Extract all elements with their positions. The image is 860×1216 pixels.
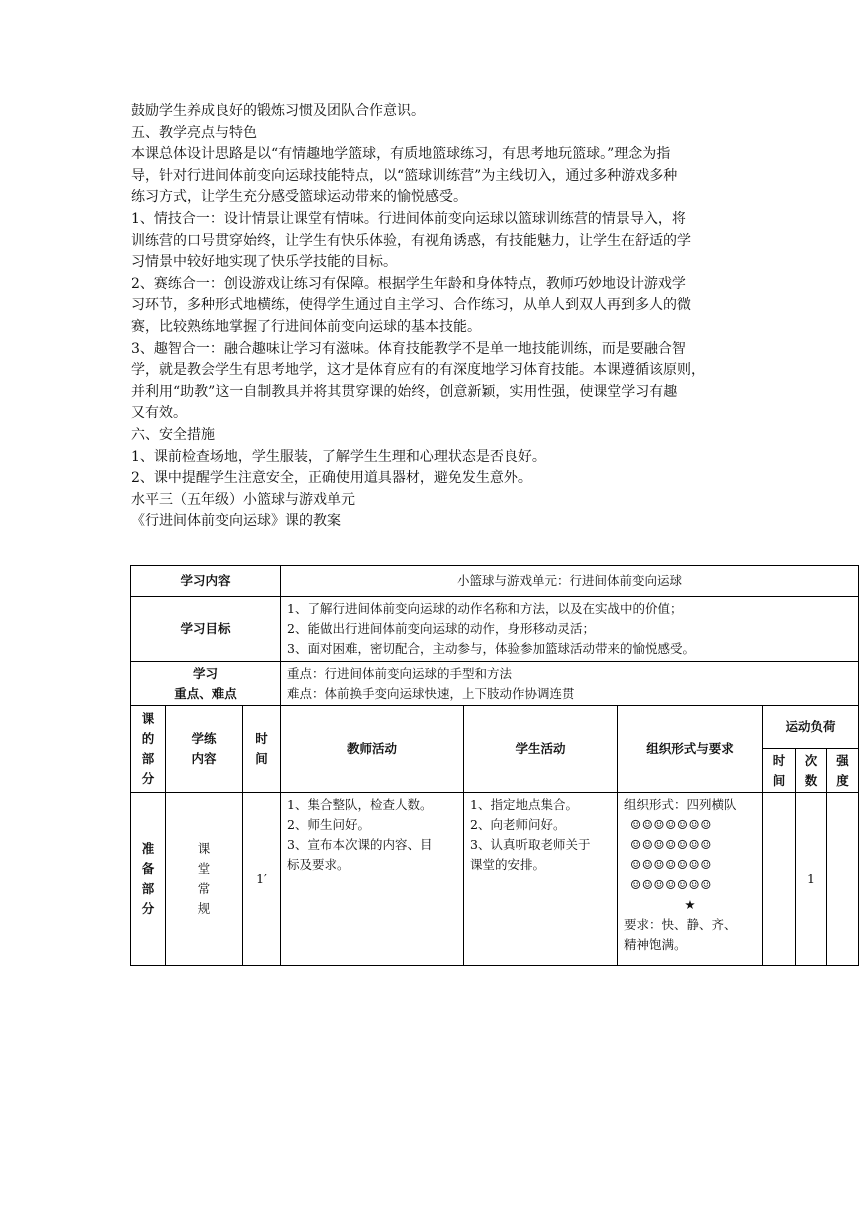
header-char: 强 [836, 752, 849, 768]
student-activity: 2、向老师问好。 [470, 817, 566, 832]
goal-item: 3、面对困难，密切配合，主动参与，体验参加篮球活动带来的愉悦感受。 [287, 641, 695, 656]
org-requirement: 精神饱满。 [624, 937, 687, 952]
row-organization [618, 793, 763, 966]
header-load-intensity [827, 749, 859, 793]
lesson-plan-table [130, 565, 859, 966]
keypoints-label [131, 662, 281, 706]
header-char: 时 [255, 731, 268, 746]
row-char: 堂 [197, 861, 211, 876]
table-header-row [131, 706, 859, 749]
formation-row: ☺☺☺☺☺☺☺ [630, 817, 712, 832]
paragraph-line: 2、课中提醒学生注意安全，正确使用道具器材，避免发生意外。 [131, 470, 532, 487]
keypoints-label-line: 重点、难点 [174, 685, 237, 701]
paragraph-line: 鼓励学生养成良好的锻炼习惯及团队合作意识。 [131, 103, 425, 119]
goal-item: 1、了解行进间体前变向运球的动作名称和方法，以及在实战中的价值； [287, 601, 683, 616]
paragraph-line: 练习方式，让学生充分感受篮球运动带来的愉悦感受。 [131, 189, 467, 206]
header-char: 的 [141, 731, 155, 746]
difficulty: 难点：体前换手变向运球快速，上下肢动作协调连贯 [287, 685, 575, 701]
teacher-activity: 1、集合整队，检查人数。 [287, 797, 433, 812]
key-point: 重点：行进间体前变向运球的手型和方法 [287, 665, 513, 681]
row-part [131, 793, 166, 966]
lesson-title: 《行进间体前变向运球》课的教案 [131, 513, 341, 530]
table-row [131, 566, 859, 597]
table-row [131, 597, 859, 662]
keypoints-label-line: 学习 [193, 665, 219, 681]
content-value: 小篮球与游戏单元：行进间体前变向运球 [281, 566, 859, 597]
student-activity: 1、指定地点集合。 [470, 797, 578, 812]
body-text [131, 101, 851, 533]
paragraph-line: 训练营的口号贯穿始终，让学生有快乐体验，有视角诱惑，有技能魅力，让学生在舒适的学 [131, 232, 691, 249]
content-label: 学习内容 [131, 566, 281, 597]
header-student: 学生活动 [464, 706, 618, 793]
paragraph-line: 3、趣智合一：融合趣味让学习有滋味。体育技能教学不是单一地技能训练，而是要融合智 [131, 340, 686, 357]
student-activity: 3、认真听取老师关于 [470, 837, 591, 852]
header-time [243, 706, 281, 793]
row-char: 规 [197, 901, 211, 916]
paragraph-line: 1、情技合一：设计情景让课堂有情味。行进间体前变向运球以篮球训练营的情景导入，将 [131, 210, 686, 227]
formation-row: ☺☺☺☺☺☺☺ [630, 877, 712, 892]
paragraph-line: 2、赛练合一：创设游戏让练习有保障。根据学生年龄和身体特点，教师巧妙地设计游戏学 [131, 275, 686, 292]
paragraph-line: 赛，比较熟练地掌握了行进间体前变向运球的基本技能。 [131, 318, 481, 335]
table-row [131, 793, 859, 966]
header-char: 内容 [191, 751, 217, 766]
header-char: 度 [836, 772, 849, 788]
table-row [131, 662, 859, 706]
header-char: 间 [772, 772, 786, 788]
paragraph-line: 导，针对行进间体前变向运球技能特点，以“篮球训练营”为主线切入，通过多种游戏多种 [131, 167, 678, 184]
header-char: 次 [804, 752, 818, 768]
row-char: 常 [197, 881, 211, 896]
row-char: 部 [141, 881, 155, 896]
goal-item: 2、能做出行进间体前变向运球的动作，身形移动灵活； [287, 621, 595, 636]
row-char: 备 [141, 861, 155, 876]
header-teacher: 教师活动 [281, 706, 464, 793]
header-load-count [796, 749, 827, 793]
header-part [131, 706, 166, 793]
header-load-time [763, 749, 796, 793]
goals-list [281, 597, 859, 662]
formation-row: ☺☺☺☺☺☺☺ [630, 837, 712, 852]
row-load-time [763, 793, 796, 966]
teacher-activity: 2、师生问好。 [287, 817, 370, 832]
header-char: 学练 [191, 731, 217, 746]
section-heading-highlights: 五、教学亮点与特色 [131, 124, 257, 141]
paragraph-line: 学，就是教会学生有思考地学，这才是体育应有的有深度地学习体育技能。本课遵循该原则， [131, 362, 705, 379]
row-time: 1′ [243, 793, 281, 966]
teacher-star-icon: ★ [684, 897, 696, 912]
row-load-intensity [827, 793, 859, 966]
header-char: 部 [141, 751, 155, 766]
header-char: 数 [804, 772, 818, 788]
formation-row: ☺☺☺☺☺☺☺ [630, 857, 712, 872]
row-char: 分 [141, 901, 155, 916]
teacher-activity: 3、宣布本次课的内容、目 [287, 837, 433, 852]
header-load: 运动负荷 [763, 706, 859, 749]
paragraph-line: 并利用“助教”这一自制教具并将其贯穿课的始终，创意新颖，实用性强，使课堂学习有趣 [131, 383, 678, 400]
header-char: 时 [772, 752, 786, 768]
org-requirement: 要求：快、静、齐、 [624, 917, 737, 932]
unit-title: 水平三（五年级）小篮球与游戏单元 [131, 491, 355, 508]
goals-label: 学习目标 [131, 597, 281, 662]
row-char: 准 [141, 841, 155, 856]
student-activity: 课堂的安排。 [470, 857, 546, 872]
header-char: 课 [141, 711, 155, 726]
row-teacher [281, 793, 464, 966]
paragraph-line: 习情景中较好地实现了快乐学技能的目标。 [131, 254, 397, 271]
row-char: 课 [197, 841, 211, 856]
row-student [464, 793, 618, 966]
section-heading-safety: 六、安全措施 [131, 426, 215, 443]
paragraph-line: 习环节，多种形式地横练，使得学生通过自主学习、合作练习，从单人到双人再到多人的微 [131, 297, 691, 314]
keypoints-value [281, 662, 859, 706]
paragraph-line: 本课总体设计思路是以“有情趣地学篮球，有质地篮球练习，有思考地玩篮球。”理念为指 [131, 146, 671, 163]
header-char: 间 [255, 751, 268, 766]
header-content [166, 706, 243, 793]
header-organization: 组织形式与要求 [618, 706, 763, 793]
org-title: 组织形式：四列横队 [624, 797, 737, 812]
teacher-activity: 标及要求。 [287, 857, 350, 872]
header-char: 分 [141, 771, 155, 786]
row-load-count: 1 [796, 793, 827, 966]
paragraph-line: 又有效。 [131, 405, 187, 422]
paragraph-line: 1、课前检查场地，学生服装，了解学生生理和心理状态是否良好。 [131, 448, 546, 465]
row-content [166, 793, 243, 966]
